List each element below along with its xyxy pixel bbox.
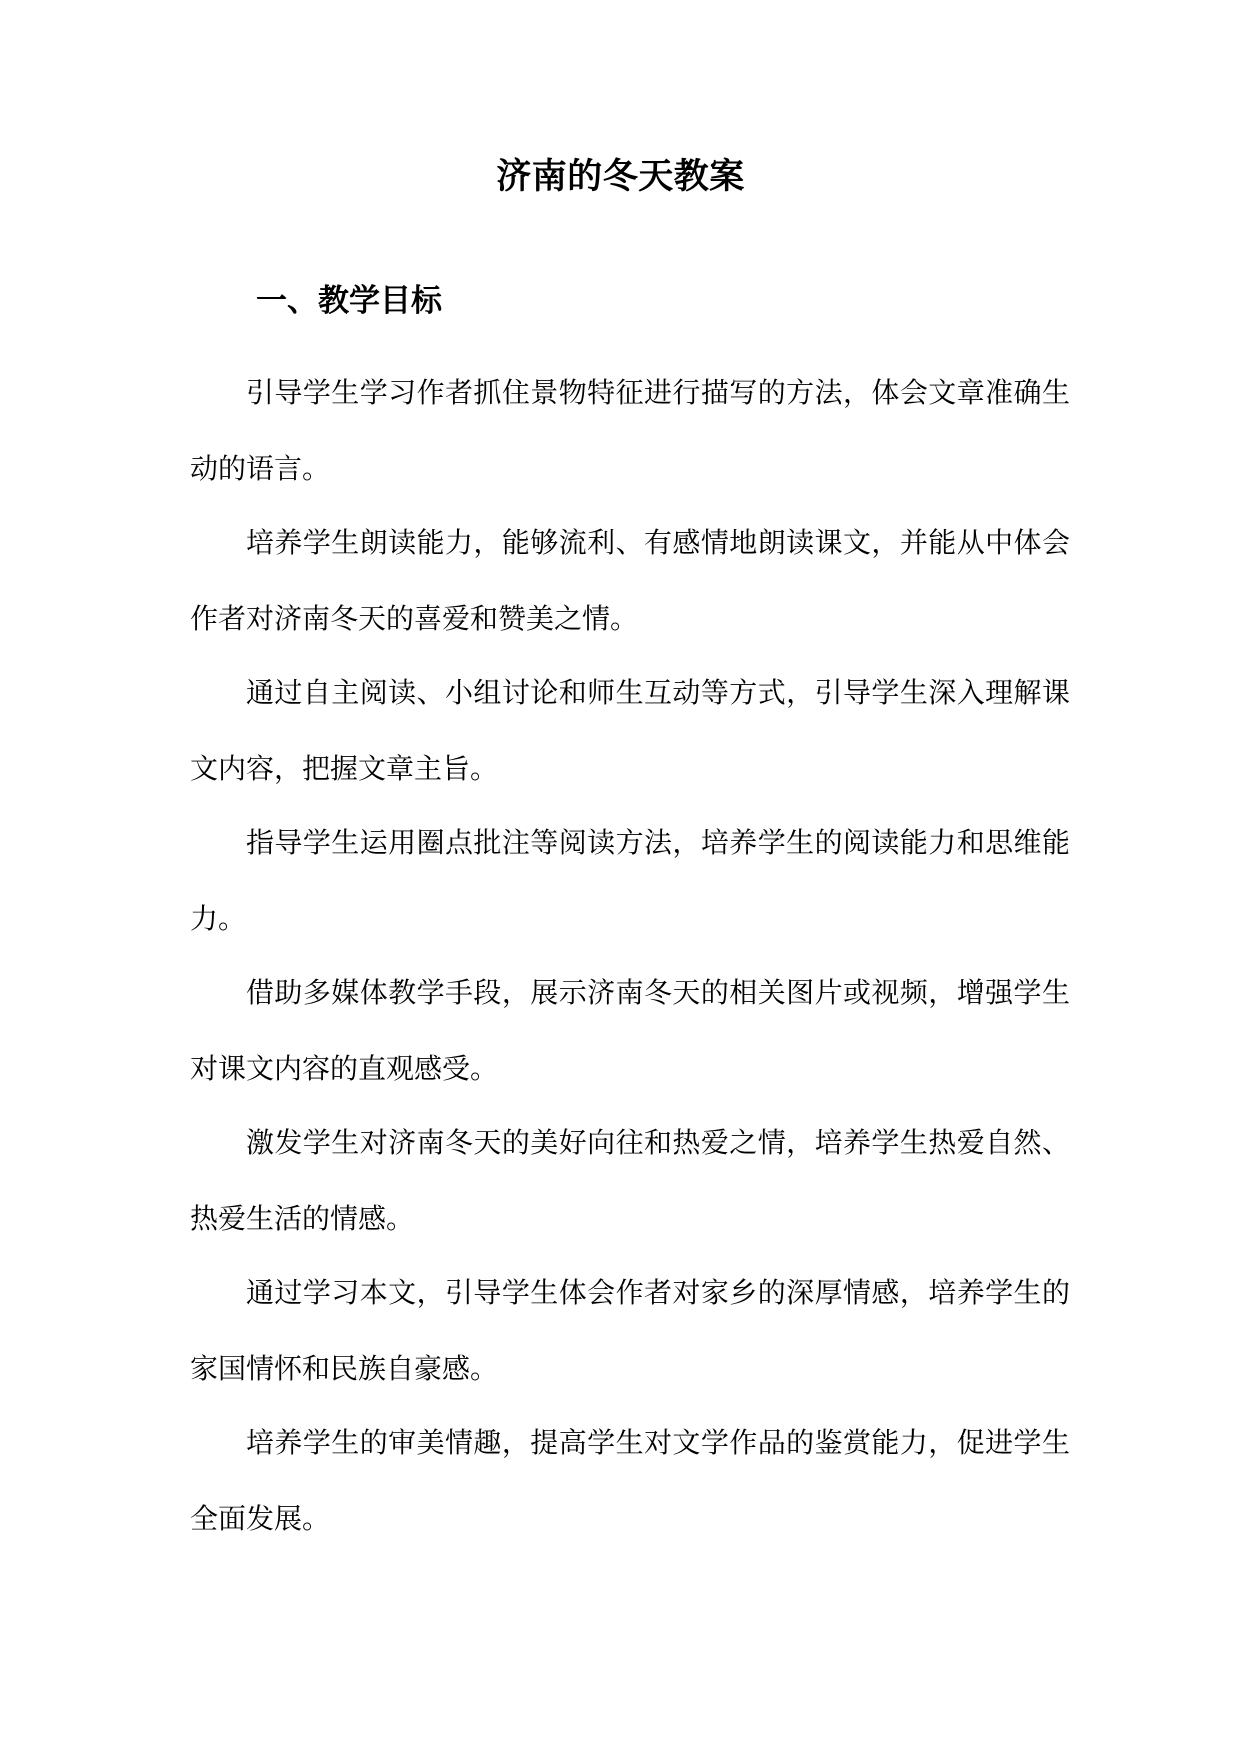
paragraph-8: 培养学生的审美情趣，提高学生对文学作品的鉴赏能力，促进学生全面发展。 bbox=[190, 1426, 1070, 1535]
section-heading-teaching-goals: 一、教学目标 bbox=[256, 283, 442, 319]
paragraph-3: 通过自主阅读、小组讨论和师生互动等方式，引导学生深入理解课文内容，把握文章主旨。 bbox=[190, 676, 1070, 785]
paragraph-4: 指导学生运用圈点批注等阅读方法，培养学生的阅读能力和思维能力。 bbox=[190, 826, 1070, 935]
paragraph-2: 培养学生朗读能力，能够流利、有感情地朗读课文，并能从中体会作者对济南冬天的喜爱和赞美之情。 bbox=[190, 526, 1070, 635]
document-title: 济南的冬天教案 bbox=[496, 156, 745, 197]
paragraph-6: 激发学生对济南冬天的美好向往和热爱之情，培养学生热爱自然、热爱生活的情感。 bbox=[190, 1126, 1070, 1235]
paragraph-5: 借助多媒体教学手段，展示济南冬天的相关图片或视频，增强学生对课文内容的直观感受。 bbox=[190, 976, 1070, 1085]
paragraph-7: 通过学习本文，引导学生体会作者对家乡的深厚情感，培养学生的家国情怀和民族自豪感。 bbox=[190, 1276, 1070, 1385]
paragraph-1: 引导学生学习作者抓住景物特征进行描写的方法，体会文章准确生动的语言。 bbox=[190, 376, 1070, 485]
